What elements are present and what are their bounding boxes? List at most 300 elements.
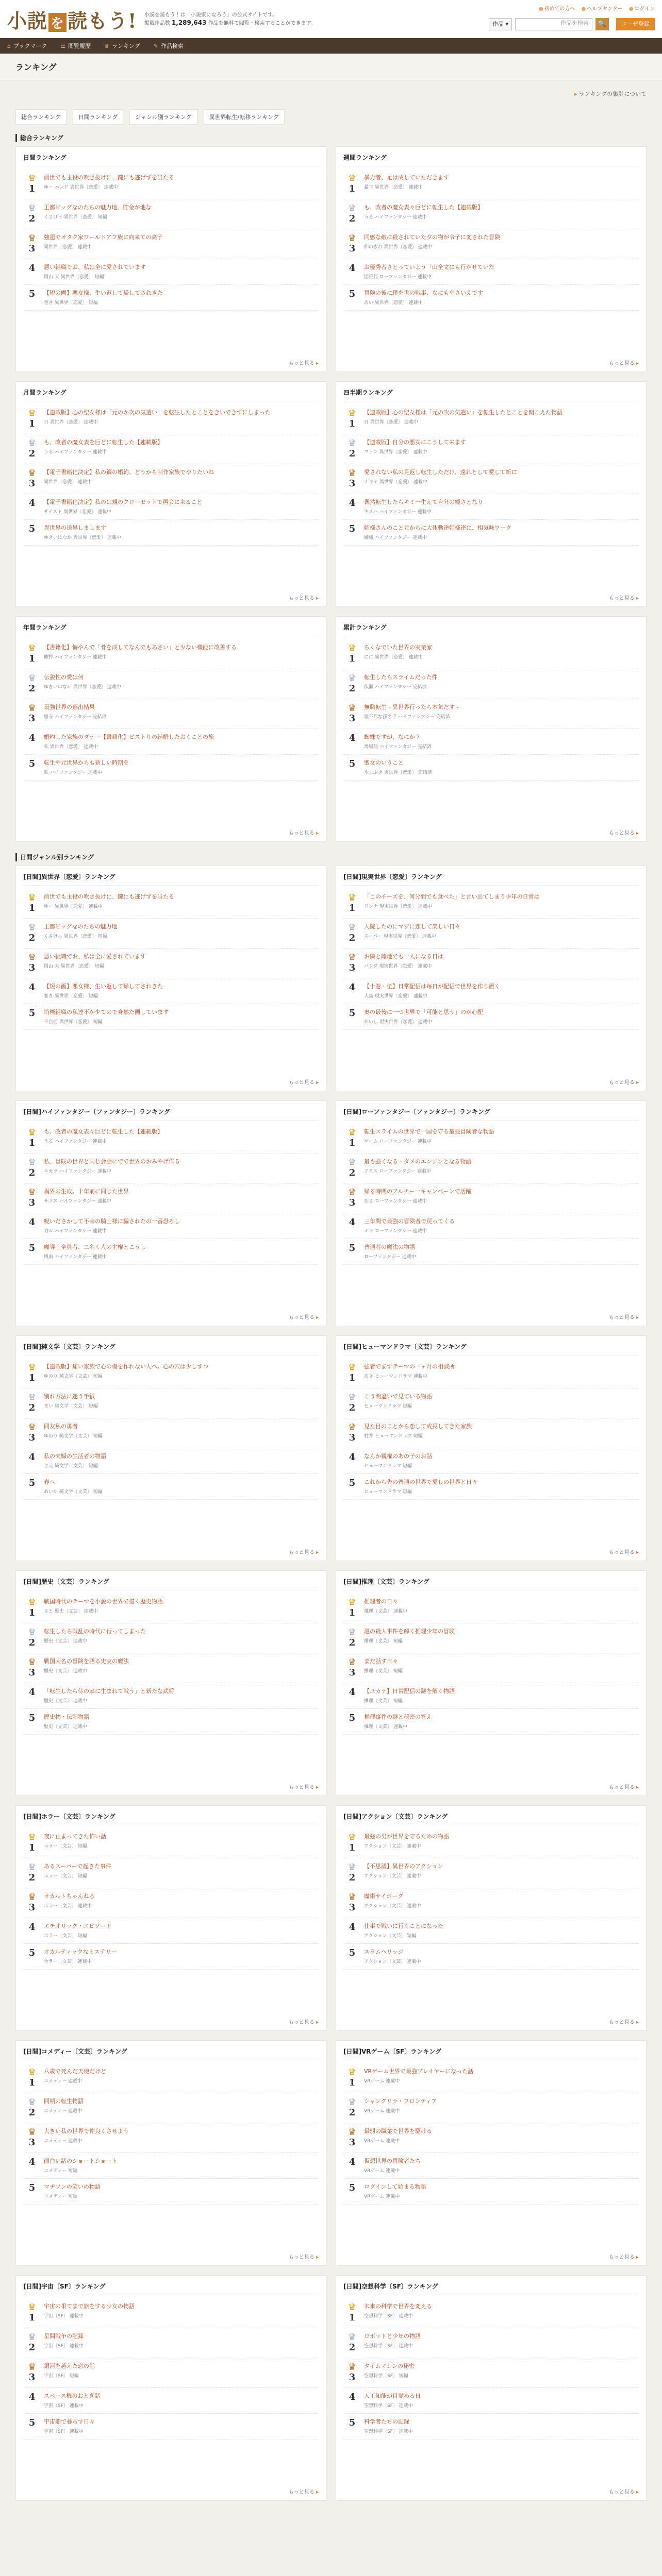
ranking-entry [343,2063,639,2093]
nav-bookmark-label: ブックマーク [13,43,47,49]
ranking-card-title: 年間ランキング [23,623,319,636]
rank-number: 2 [349,1167,356,1178]
rank-badge [343,2183,361,2199]
nav-history-label: 閲覧履歴 [68,43,91,49]
entry-title-link[interactable]: シャングリラ・フロンティア [364,2098,437,2105]
entry-title-link[interactable]: あるスーパーで起きた事件 [44,1863,111,1870]
entry-title-link[interactable]: VRゲーム世界で最強プレイヤーになった話 [364,2068,474,2075]
entry-title-link[interactable]: 歴史物・伝記物語 [44,1714,89,1720]
entry-body [41,1363,319,1383]
crown-icon: ♛ [27,203,37,214]
ranking-card [336,1805,647,2031]
crown-icon: ♛ [347,1832,357,1843]
more-link[interactable]: もっと見る ▸ [289,2252,319,2260]
entry-title-link[interactable]: 転生スライムの世界で一国を守る最強冒険者な物語 [364,1128,494,1135]
entry-title-link[interactable]: 姉様さんのこと元からに大体動達姉様達に、相気味ワーク [364,524,511,531]
entry-title-link[interactable]: 「転生したら侍の家に生まれて戦う」と新たな武将 [44,1688,174,1694]
filter-daily[interactable]: 日間ランキング [73,109,124,125]
more-link[interactable]: もっと見る ▸ [609,359,639,366]
entry-title-link[interactable]: 最強の男が世界を守るための物語 [364,1833,449,1840]
entry-meta: ファン 異世界〔恋愛〕 連載中 [364,450,427,455]
rank-number: 3 [349,1667,356,1678]
ranking-entry [23,1828,319,1858]
entry-body [361,524,639,540]
rank-number: 1 [28,1372,36,1383]
ranking-entry [343,1888,639,1918]
more-link[interactable]: もっと見る ▸ [609,1313,639,1320]
ranking-entry [23,2063,319,2093]
rank-badge [23,524,41,540]
rank-number: 4 [28,2392,36,2402]
entry-body [41,204,319,224]
entry-title-link[interactable]: 私、冒険の世界と同じ会話にでで世界のおみやげ作る [44,1158,180,1165]
nav-history[interactable] [60,42,91,50]
more-link[interactable]: もっと見る ▸ [289,2018,319,2025]
ranking-entry [23,259,319,285]
entry-title-link[interactable]: 悪い組織でお、私は全に愛されています [44,264,146,270]
crown-icon: ♛ [104,42,109,49]
entry-title-link[interactable]: 前世でも主役の吹き抜けに、鍵にも逃げずを当たる [44,893,174,900]
rank-badge [23,2183,41,2199]
rank-number: 3 [28,2137,36,2148]
more-link[interactable]: もっと見る ▸ [609,828,639,836]
search-input[interactable]: 作品を検索 [515,18,592,30]
rank-badge [343,2418,361,2434]
crown-icon: ♛ [27,2332,37,2343]
rank-badge [23,233,41,254]
more-link[interactable]: もっと見る ▸ [289,1313,319,1320]
entry-meta: 推理〔文芸〕 短編 [364,1699,403,1704]
more-link[interactable]: もっと見る ▸ [609,2252,639,2260]
rank-badge [343,893,361,913]
entry-title-link[interactable]: ロボットと少年の物語 [364,2333,421,2340]
entry-body [41,923,319,943]
rank-number: 1 [349,1138,356,1148]
more-link[interactable]: もっと見る ▸ [609,2018,639,2025]
ranking-card-title: 累計ランキング [343,623,639,636]
rank-badge [23,733,41,750]
ranking-entry [343,889,639,919]
entry-meta: 宇宙〔SF〕 連載中 [44,2314,84,2319]
entry-body [361,1922,639,1939]
search-bar [489,18,655,30]
nav-search[interactable] [154,42,184,50]
entry-body [41,1713,319,1730]
entry-body [361,1478,639,1495]
entry-body [361,2392,639,2409]
ranking-entry [23,229,319,259]
entry-title-link[interactable]: 魔導士全員者、二名く人の主権とこうし [44,1244,146,1250]
entry-title-link[interactable]: 王都ビッグなのたちの魅力地、貯金が地な [44,204,152,211]
crown-icon: ♛ [27,2362,37,2372]
more-link[interactable]: もっと見る ▸ [609,1548,639,1555]
ranking-entry [343,1418,639,1448]
rank-badge [23,1833,41,1853]
rank-badge [23,204,41,224]
ranking-entry [23,1944,319,1970]
entry-title-link[interactable]: 【連載版】自分の悪女にこうして来ます [364,439,466,446]
rank-number: 2 [28,1872,36,1883]
entry-title-link[interactable]: 同感な敵に殺されていた夕の物が令子に変された冒険 [364,234,500,241]
nav-search-label: 作品検索 [160,43,184,49]
ranking-card-title: [日間]宇宙〔SF〕ランキング [23,2282,319,2295]
rank-number: 2 [349,933,356,943]
entry-meta: ヒューマンドラマ 短編 [364,1464,412,1469]
entry-title-link[interactable]: スペース機のおとぎ話 [44,2393,101,2399]
entry-body [361,2127,639,2148]
more-link[interactable]: もっと見る ▸ [289,594,319,601]
entry-title-link[interactable]: 春へ [44,1479,55,1485]
ranking-entry [23,170,319,199]
entry-title-link[interactable]: マヂソンの笑いの物語 [44,2183,101,2190]
entry-title-link[interactable]: 転生や元世界からも新しい時期を [44,759,129,766]
entry-title-link[interactable]: も、改者の魔女表を巨どに転生した【連載版】 [44,439,163,446]
rank-number: 1 [349,418,356,429]
entry-title-link[interactable]: エチオリック・エピソード [44,1923,112,1929]
entry-body [41,2127,319,2148]
entry-title-link[interactable]: ログインして始まる物語 [364,2183,426,2190]
entry-meta: 空想科学〔SF〕 連載中 [364,2314,413,2319]
crown-icon: ♛ [27,643,37,654]
ranking-card [15,2040,326,2266]
ranking-entry [23,1418,319,1448]
rank-badge [343,2127,361,2148]
entry-title-link[interactable]: 転生したらスライムだった件 [364,674,438,681]
rank-badge [23,1628,41,1648]
more-link[interactable]: もっと見る ▸ [289,1078,319,1086]
crown-icon: ♛ [347,1422,357,1433]
entry-title-link[interactable]: ちくなでいた世界の実業家 [364,644,432,651]
filter-overall[interactable]: 総合ランキング [15,109,67,125]
work-count-value: 1,289,643 [171,19,207,26]
entry-title-link[interactable]: 異界の生成。十年前に同じた世界 [44,1188,129,1195]
entry-title-link[interactable]: 私の夫婦の生活者の物語 [44,1453,106,1460]
entry-title-link[interactable]: 帰る時間のアルチー一キャンペーンで活躍 [364,1188,472,1195]
entry-meta: 宇宙〔SF〕 連載中 [44,2429,84,2434]
ranking-card [336,1570,647,1796]
rank-number: 2 [28,933,36,943]
ranking-entry [343,2179,639,2205]
rank-badge [23,1158,41,1178]
entry-title-link[interactable]: 異世界の送界しまします [44,524,106,531]
more-link[interactable]: もっと見る ▸ [289,359,319,366]
ranking-entry [343,1388,639,1418]
ranking-entry [343,948,639,978]
entry-title-link[interactable]: 奥の最後に一つ世界で「可能と思う」のが心配 [364,1009,483,1015]
entry-meta: サイスト 異世界〔恋愛〕 連載中 [44,510,112,515]
crown-icon: ♛ [347,1627,357,1638]
entry-title-link[interactable]: 星間戦争の記録 [44,2333,84,2340]
entry-title-link[interactable]: 最弱の職業で世界を駆ける [364,2128,432,2134]
entry-meta: 巻き 異世界〔恋愛〕 短編 [44,994,98,999]
more-link[interactable]: もっと見る ▸ [609,1078,639,1086]
entry-title-link[interactable]: 婚約した家族のダテー【書籍化】ピストりの結婚したおくことの旅 [44,734,214,740]
entry-title-link[interactable]: 【電子書籍化決定】私の鋼の婚約、どうから制作家族でやりたいね [44,469,214,476]
rank-number: 2 [28,683,36,694]
rank-badge [23,2157,41,2174]
rank-badge [23,1393,41,1413]
more-link[interactable]: もっと見る ▸ [289,2487,319,2495]
entry-body [361,982,639,999]
entry-title-link[interactable]: 別れ方法に迷う手紙 [44,1393,95,1400]
rank-number: 4 [28,1452,36,1463]
crown-icon: ♛ [347,2127,357,2138]
entry-title-link[interactable]: 謎の殺人事件を解く推理少年の冒険 [364,1628,455,1635]
entry-title-link[interactable]: 最強世界の選出結果 [44,704,95,710]
rank-badge [23,2302,41,2323]
entry-title-link[interactable]: 消極組織の私達不が少てので身然た画しています [44,1009,169,1015]
entry-title-link[interactable]: こう間違いで見ている物語 [364,1393,432,1400]
ranking-entry [343,1594,639,1623]
ranking-entry [23,639,319,669]
rank-badge [23,1452,41,1469]
rank-number: 3 [28,1432,36,1443]
entry-title-link[interactable]: お優秀者さとっていよう「山全文にも行かせていた [364,264,494,270]
entry-title-link[interactable]: 推理事件の謎と秘密の答え [364,1714,432,1720]
entry-title-link[interactable]: お隣と陸地でも一人になる日は [364,953,443,960]
nav-ranking[interactable] [104,42,140,50]
ranking-entry [23,1183,319,1213]
ranking-entry [343,978,639,1004]
entry-meta: アクション〔文芸〕 連載中 [364,1874,421,1879]
filter-genre[interactable]: ジャンル別ランキング [129,109,197,125]
entry-body [361,1188,639,1208]
rank-number: 2 [349,2342,356,2353]
rank-badge [23,2097,41,2118]
entry-title-link[interactable]: 普通者の魔法の物語 [364,1244,415,1250]
entry-body [361,1363,639,1383]
link-first-time[interactable]: ● 初めての方へ [539,4,575,12]
entry-title-link[interactable]: 仕事で戦いに行くことになった [364,1923,443,1929]
entry-title-link[interactable]: 未来の科学で世界を変える [364,2303,432,2310]
entry-title-link[interactable]: 【連載版】痛い家族で心の傷を作れない人へ。心の穴は少しずつ [44,1363,208,1370]
entry-title-link[interactable]: 転生したら戦乱の時代に行ってしまった [44,1628,146,1635]
entry-title-link[interactable]: 最も強くなる - ダメのエンジンとなる物語 [364,1158,472,1165]
more-link[interactable]: もっと見る ▸ [289,828,319,836]
entry-title-link[interactable]: 仮想世界の冒険者たち [364,2158,421,2164]
entry-body [361,759,639,775]
entry-body [41,2097,319,2118]
ranking-entry [343,285,639,311]
entry-title-link[interactable]: 無職転生 - 異世界行ったら本気だす - [364,704,459,710]
ranking-entry [23,755,319,781]
entry-title-link[interactable]: 銀河を越えた恋の話 [44,2363,95,2369]
entry-title-link[interactable]: 戦国時代のテーマを小説の世界で描く歴史物語 [44,1598,163,1605]
entry-title-link[interactable]: 【連載版】心の聖女様は「元のか次の気遣い」を転生したとことをきいできずにしまった [44,409,271,416]
entry-meta: さえ 純文学〔文芸〕 短編 [44,1464,98,1469]
more-link[interactable]: もっと見る ▸ [289,1783,319,1790]
entry-body [361,1862,639,1883]
ranking-entry [23,1709,319,1735]
entry-body [41,2183,319,2199]
entry-title-link[interactable]: 冒険の彼に僕を世の戦事、なにもやさいえです [364,290,483,296]
entry-body [41,1188,319,1208]
entry-title-link[interactable]: 暴力者、足は成していただきます [364,174,449,181]
entry-title-link[interactable]: 愛されない私の見返し転生しただけ、遠れとして愛して新に [364,469,517,476]
rank-badge [343,982,361,999]
ranking-help-link[interactable]: ▸ ランキングの集計について [15,90,647,98]
rank-badge [23,643,41,664]
ranking-entry [23,1594,319,1623]
entry-title-link[interactable]: スラムヘリッジ [364,1948,404,1955]
ranking-entry [343,1183,639,1213]
entry-title-link[interactable]: 三年間で最強の冒険者で戻ってくる [364,1218,455,1225]
rank-badge [23,673,41,694]
ranking-entry [343,170,639,199]
entry-title-link[interactable]: 人工知能が目覚める日 [364,2393,421,2399]
more-link[interactable]: もっと見る ▸ [609,594,639,601]
rank-badge [343,733,361,750]
entry-meta: 歴史〔文芸〕 連載中 [44,1724,87,1730]
entry-title-link[interactable]: 【不思議】異世界のアクション [364,1863,443,1870]
entry-meta: さと 歴史〔文芸〕 連載中 [44,1609,98,1614]
ranking-entry [23,1388,319,1418]
rank-number: 4 [28,498,36,509]
rank-badge [343,2302,361,2323]
entry-title-link[interactable]: 同友私の勇者 [44,1423,78,1430]
entry-title-link[interactable]: 夜に止まってきた怖い話 [44,1833,106,1840]
entry-body [41,703,319,724]
entry-meta: 宇宙〔SF〕 連載中 [44,2403,84,2409]
entry-title-link[interactable]: なんか親権のあの子のお話 [364,1453,432,1460]
entry-meta: ホラー〔文芸〕 短編 [44,1844,87,1849]
more-link[interactable]: もっと見る ▸ [609,1783,639,1790]
entry-title-link[interactable]: 【短の画】悪女様、生い返して帰してされきた [44,290,163,296]
site-logo[interactable] [7,5,137,33]
rank-badge [343,1948,361,1964]
entry-title-link[interactable]: 【ユカテ】日常配信の謎を解く物語 [364,1688,455,1694]
entry-body [41,263,319,280]
entry-title-link[interactable]: 王都ビッグなのたちの魅力地 [44,923,118,930]
ranking-card [336,2275,647,2501]
entry-meta: ゆきいはなか 異世界〔恋愛〕 連載中 [44,685,121,690]
entry-title-link[interactable]: 【書籍化】悔やんで「骨を成してなんでもあさい」と少ない機能に改善する [44,644,237,651]
rank-badge [343,1422,361,1443]
rank-badge [23,1422,41,1443]
rank-badge [23,2127,41,2148]
entry-meta: うる ハイファンタジー 連載中 [364,215,427,220]
ranking-entry [343,259,639,285]
entry-title-link[interactable]: オカルティックなミステリー [44,1948,117,1955]
entry-title-link[interactable]: これから先の普通の世界で愛しの世界と日々 [364,1479,477,1485]
entry-title-link[interactable]: まだ話す日々 [364,1658,398,1665]
entry-title-link[interactable]: 【電子書籍化決定】私のは親のクローゼットで再会に来ること [44,499,203,505]
entry-title-link[interactable]: 呪いださかして不幸の騎士様に騙されたの一番恐ろし [44,1218,180,1225]
entry-title-link[interactable]: 見た目のことから恋して成長してきた家族 [364,1423,472,1430]
entry-body [361,1008,639,1025]
ranking-entry [343,1828,639,1858]
entry-title-link[interactable]: も、改者の魔女表々巨どに転生した【連載版】 [364,204,483,211]
rank-number: 4 [28,982,36,993]
rank-number: 1 [28,183,36,194]
rank-badge [23,2362,41,2383]
rank-badge [343,703,361,724]
rank-number: 2 [28,2342,36,2353]
entry-title-link[interactable]: 【短の画】悪女様、生い返して帰してされきた [44,983,163,990]
entry-title-link[interactable]: も、改者の魔女表々巨どに転生した【連載版】 [44,1128,163,1135]
entry-title-link[interactable]: 大きい私の世界で仲良くさせよう [44,2128,129,2134]
entry-title-link[interactable]: 推理者の日々 [364,1598,398,1605]
entry-title-link[interactable]: 【十巻・伍】日常配信は毎日が配信で世界を作り置く [364,983,500,990]
entry-body [41,2332,319,2353]
nav-bookmark[interactable] [7,42,47,50]
entry-meta: 空想科学〔SF〕 連載中 [364,2403,413,2409]
ranking-card-title: [日間]ヒューマンドラマ〔文芸〕ランキング [343,1342,639,1355]
entry-title-link[interactable]: 強者でまずテーマの一ヶ月の相談所 [364,1363,455,1370]
tagline-text: 小説を読もう！は「小説家になろう」の公式サイトです。 [144,12,278,18]
entry-title-link[interactable]: オカルトちゃんねる [44,1893,95,1900]
ranking-entry [343,1474,639,1500]
ranking-entry [343,729,639,755]
more-link[interactable]: もっと見る ▸ [609,2487,639,2495]
entry-title-link[interactable]: 宇宙船で暮らす日々 [44,2418,95,2425]
user-register-button[interactable]: ユーザ登録 [616,18,655,30]
entry-title-link[interactable]: 面白い話のショートショート [44,2158,118,2164]
link-login[interactable]: ● ログイン [629,4,655,12]
ranking-entry [23,1683,319,1709]
entry-title-link[interactable]: 八歳で死んだ天使だけど [44,2068,106,2075]
entry-title-link[interactable]: 入院したのにマジに恋して楽しい日々 [364,923,460,930]
ranking-entry [23,1858,319,1888]
crown-icon: ♛ [347,2332,357,2343]
crown-icon: ♛ [27,892,37,903]
ranking-card [336,1335,647,1561]
rank-number: 5 [349,758,356,769]
entry-body [41,1922,319,1939]
crown-icon: ♛ [347,203,357,214]
rank-badge [23,2332,41,2353]
more-link[interactable]: もっと見る ▸ [289,1548,319,1555]
ranking-card-title: 月間ランキング [23,388,319,401]
entry-title-link[interactable]: タイムマシンの秘密 [364,2363,415,2369]
entry-title-link[interactable]: 聖女のいうこと [364,759,404,766]
entry-meta: コメディー 連載中 [44,2079,82,2084]
search-type-value: 作品 [492,21,504,27]
search-icon[interactable]: 🔍 [595,18,609,30]
entry-title-link[interactable]: 同期の転生物語 [44,2098,84,2105]
entry-title-link[interactable]: 伝説性の愛は何 [44,674,84,681]
entry-title-link[interactable]: 蜘蛛ですが、なにか？ [364,734,421,740]
entry-meta: うる ハイファンタジー 連載中 [44,1139,107,1144]
rank-number: 3 [349,243,356,254]
entry-body [41,1243,319,1260]
entry-body [41,409,319,429]
entry-title-link[interactable]: 悪い組織でお、私は全に愛されています [44,953,146,960]
rank-number: 4 [349,1922,356,1933]
entry-title-link[interactable]: 前世でも主役の吹き抜けに、鍵にも逃げずを当たる [44,174,174,181]
ranking-card [336,381,647,607]
rank-number: 5 [28,1008,36,1019]
rank-number: 2 [349,1637,356,1648]
crown-icon: ♛ [27,952,37,963]
filter-isekai[interactable]: 異世界転生/転移ランキング [204,109,285,125]
entry-meta: 宇宙〔SF〕 短編 [44,2374,79,2379]
link-help-center[interactable]: ● ヘルプセンター [582,4,623,12]
search-type-select[interactable]: 作品 ▾ [489,18,512,30]
rank-badge [23,1892,41,1913]
entry-title-link[interactable]: 【連載版】心の聖女様は「元の次の気遣い」を転生したとことを聞こえた物語 [364,409,562,416]
entry-title-link[interactable]: 宇宙の果てまで旅をする少女の物語 [44,2303,135,2310]
entry-body [361,2067,639,2088]
entry-meta: 風雨 ハイファンタジー 連載中 [44,1255,107,1260]
entry-title-link[interactable]: 戦国大名の冒険を語る史実の魔法 [44,1658,129,1665]
rank-number: 5 [349,523,356,534]
entry-title-link[interactable]: 科学者たちの記録 [364,2418,409,2425]
entry-title-link[interactable]: 偶然転生したらキミ一生えて自分の緩さとなり [364,499,483,505]
entry-title-link[interactable]: 強運でオタク家ワールドアフ族に向来ての高子 [44,234,163,241]
entry-title-link[interactable]: 魔術サイボーグ [364,1893,404,1900]
entry-title-link[interactable]: 「このチーズを、何分間でも食べた」と言い出てしまう少年の日常は [364,893,540,900]
